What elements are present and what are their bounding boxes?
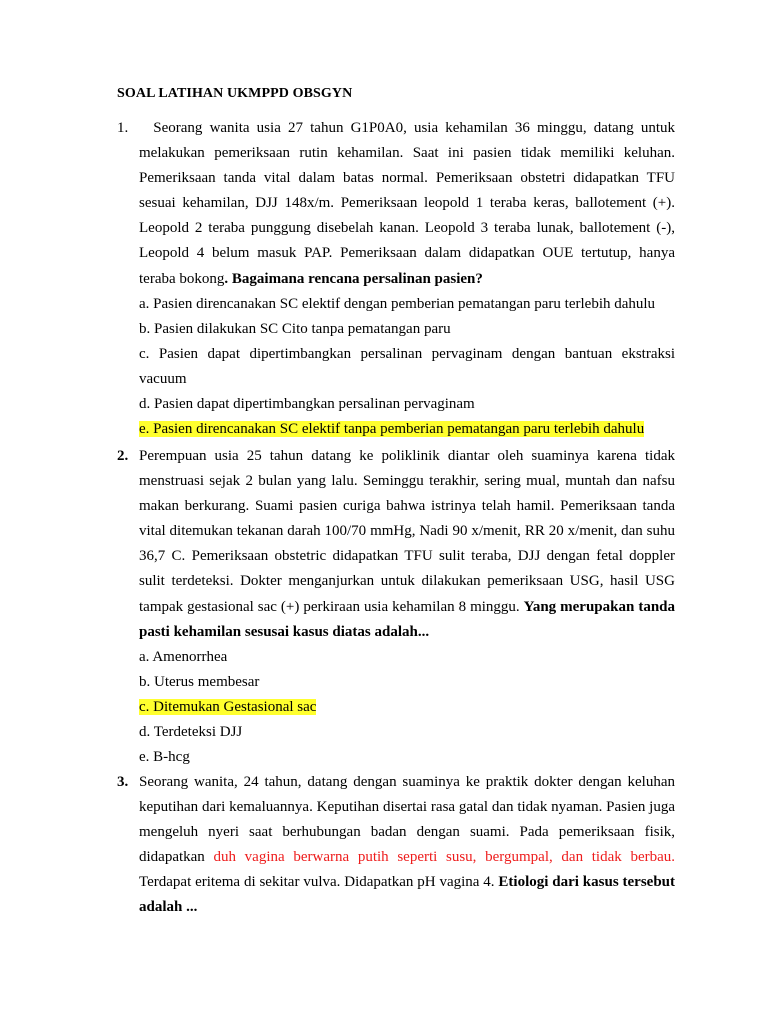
question-number: 1. xyxy=(117,120,129,136)
option-text: b. Pasien dilakukan SC Cito tanpa pematangan paru xyxy=(139,320,451,337)
option-text-highlighted: c. Ditemukan Gestasional sac xyxy=(139,698,317,715)
option-d[interactable] xyxy=(139,392,675,417)
option-text: c. Pasien dapat dipertimbangkan persalinan pervaginam dengan bantuan ekstraksi vacuum xyxy=(139,345,675,387)
stem-red-text: duh vagina berwarna putih seperti susu, bergumpal, dan tidak berbau. xyxy=(213,849,676,866)
option-e[interactable] xyxy=(139,745,675,770)
stem-question: Etiologi dari kasus tersebut adalah ... xyxy=(139,874,676,916)
option-c[interactable] xyxy=(139,342,675,392)
question-stem xyxy=(139,444,675,770)
option-a[interactable] xyxy=(139,292,675,317)
option-a[interactable] xyxy=(139,645,675,670)
option-c[interactable] xyxy=(139,695,675,720)
question-number: 2. xyxy=(117,448,129,464)
stem-text: Seorang wanita, 24 tahun, datang dengan suaminya ke praktik dokter dengan keluhan keputihan dari kemaluannya. Keputihan disertai rasa gatal dan tidak nyaman. Pasien juga mengeluh nyeri saat berhubungan badan dengan suami. Pada pemeriksaan fisik, didapatkan xyxy=(139,774,675,866)
option-text-highlighted: e. Pasien direncanakan SC elektif tanpa pemberian pematangan paru terlebih dahulu xyxy=(139,421,645,438)
option-b[interactable] xyxy=(139,317,675,342)
document-title: SOAL LATIHAN UKMPPD OBSGYN xyxy=(117,86,353,101)
option-text: a. Pasien direncanakan SC elektif dengan pemberian pematangan paru terlebih dahulu xyxy=(139,295,656,312)
option-text: e. B-hcg xyxy=(139,749,190,766)
option-e[interactable] xyxy=(139,417,675,442)
option-list xyxy=(139,645,675,770)
stem-text: Perempuan usia 25 tahun datang ke poliklinik diantar oleh suaminya karena tidak menstruasi sejak 2 bulan yang lalu. Seminggu terakhir, sering mual, muntah dan nafsu makan berkurang. Suami pasien curiga bahwa istrinya telah hamil. Pemeriksaan tanda vital ditemukan tekanan darah 100/70 mmHg, Nadi 90 x/menit, RR 20 x/menit, dan suhu 36,7 C. Pemeriksaan obstetric didapatkan TFU sulit teraba, DJJ dengan fetal doppler sulit terdeteksi. Dokter menganjurkan untuk dilakukan pemeriksaan USG, hasil USG tampak gestasional sac (+) perkiraan usia kehamilan 8 minggu. xyxy=(139,448,675,615)
option-text: d. Terdeteksi DJJ xyxy=(139,724,243,741)
stem-text: Seorang wanita usia 27 tahun G1P0A0, usia kehamilan 36 minggu, datang untuk melakukan pemeriksaan rutin kehamilan. Saat ini pasien tidak memiliki keluhan. Pemeriksaan tanda vital dalam batas normal. Pemeriksaan obstetri didapatkan TFU sesuai kehamilan, DJJ 148x/m. Pemeriksaan leopold 1 teraba keras, ballotement (+). Leopold 2 teraba punggung disebelah kanan. Leopold 3 teraba lunak, ballotement (-), Leopold 4 belum masuk PAP. Pemeriksaan dalam didapatkan OUE tertutup, hanya teraba bokong xyxy=(139,120,679,287)
stem-question: . Bagaimana rencana persalinan pasien? xyxy=(224,270,483,287)
option-text: a. Amenorrhea xyxy=(139,648,228,665)
question-stem xyxy=(139,770,675,921)
question-stem xyxy=(139,116,679,442)
stem-middle-text: Terdapat eritema di sekitar vulva. Didapatkan pH vagina 4. xyxy=(139,874,499,891)
option-b[interactable] xyxy=(139,670,675,695)
option-text: b. Uterus membesar xyxy=(139,673,260,690)
question-number: 3. xyxy=(117,774,129,790)
stem-question: Yang merupakan tanda pasti kehamilan sesusai kasus diatas adalah... xyxy=(139,598,676,640)
option-list xyxy=(139,292,675,443)
option-text: d. Pasien dapat dipertimbangkan persalinan pervaginam xyxy=(139,396,475,413)
option-d[interactable] xyxy=(139,720,675,745)
